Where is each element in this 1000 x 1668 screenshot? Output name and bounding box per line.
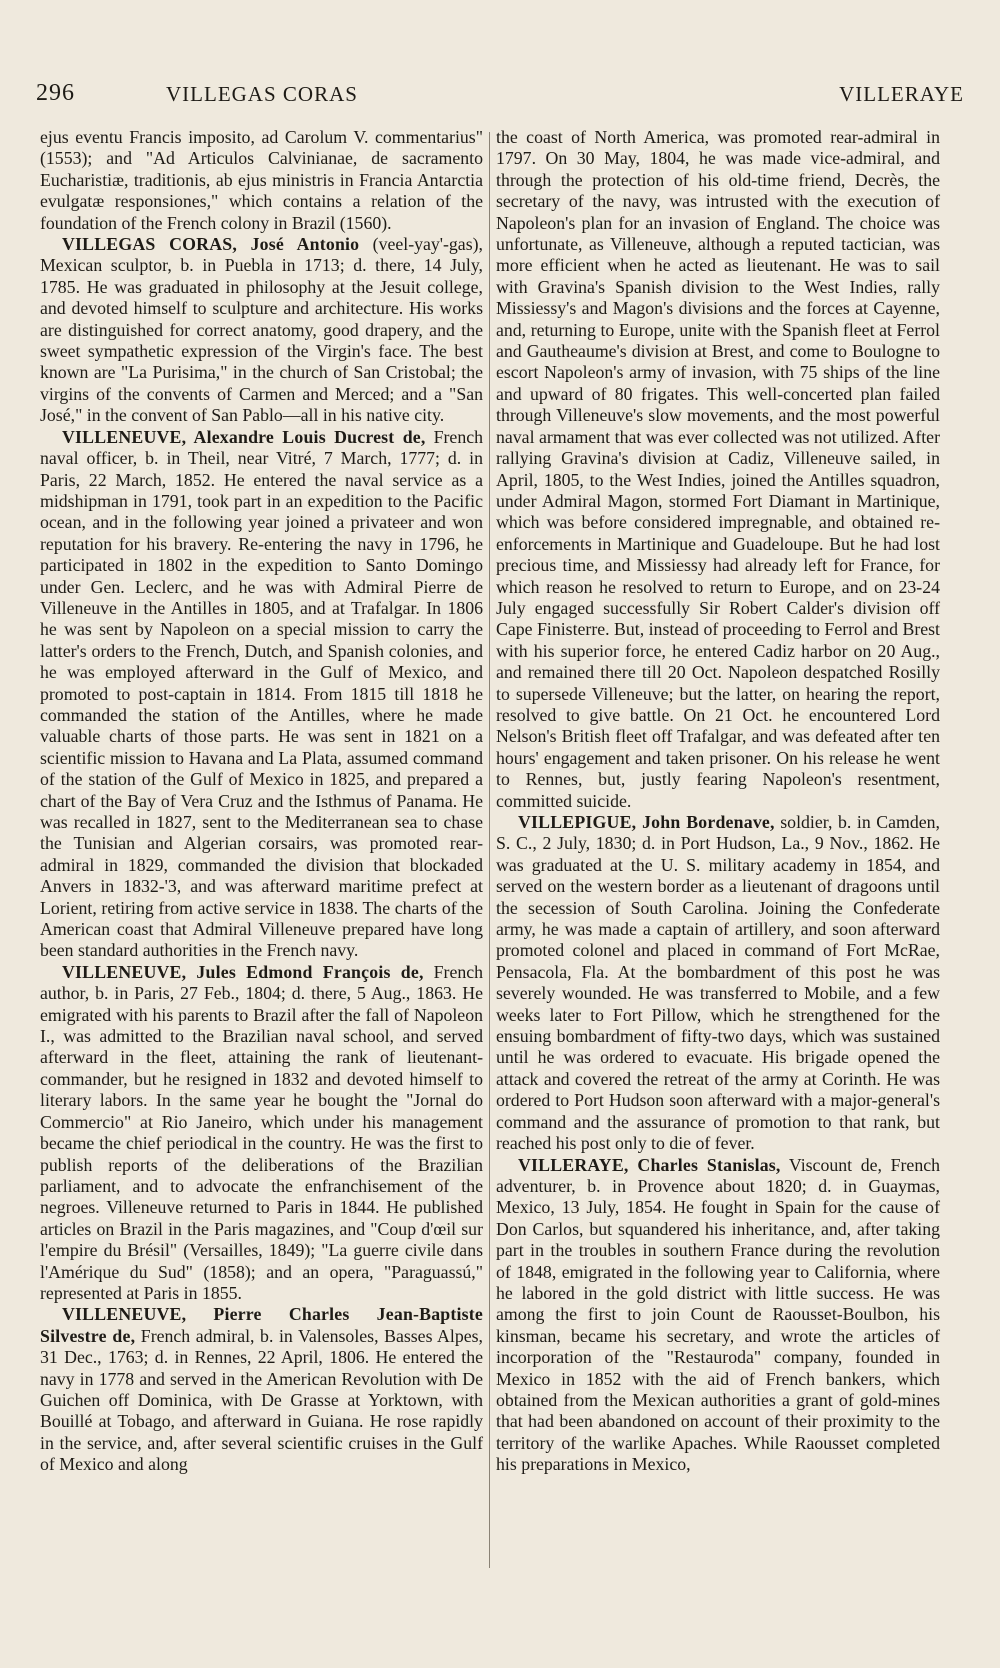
entry-headword: VILLEPIGUE, John Bordenave, [518, 812, 775, 832]
entry-headword: VILLERAYE, Charles Stanislas, [518, 1154, 781, 1175]
entry-headword: VILLEGAS CORAS, José Antonio [62, 234, 360, 255]
entry-headword: VILLENEUVE, Jules Edmond François de, [62, 961, 424, 982]
entry-villeneuve-pierre [40, 1304, 483, 1475]
entry-villeneuve-jules [40, 962, 483, 1305]
entry-text: (veel-yay'-gas), Mexican sculptor, b. in Puebla in 1713; d. there, 14 July, 1785. He was graduated in philosophy at the Jesuit college, and devoted himself to sculpture and architecture. His works are distinguished for correct anatomy, good drapery, and the sweet sympathetic expression of the Virgin's face. The best known are "La Purisima," in the church of San Cristobal; the virgins of the convents of Carmen and Merced; and a "San José," in the convent of San Pablo—all in his native city. [40, 234, 483, 426]
entry-text: French admiral, b. in Valensoles, Basses Alpes, 31 Dec., 1763; d. in Rennes, 22 April, 1806. He entered the navy in 1778 and served in the American Revolution with De Guichen off Dominica, with De Grasse at Yorktown, with Bouillé at Tobago, and afterward in Guiana. He rose rapidly in the service, and, after several scientific cruises in the Gulf of Mexico and along [40, 1325, 483, 1475]
right-column [496, 127, 940, 1476]
page-number: 296 [36, 80, 75, 106]
entry-text: French naval officer, b. in Theil, near Vitré, 7 March, 1777; d. in Paris, 22 March, 1852. He entered the naval service as a midshipman in 1791, took part in an expedition to the Pacific ocean, and in the following year joined a privateer and won reputation for his bravery. Re-entering the navy in 1796, he participated in 1802 in the expedition to Santo Domingo under Gen. Leclerc, and he was with Admiral Pierre de Villeneuve in the Antilles in 1805, and at Trafalgar. In 1806 he was sent by Napoleon on a special mission to carry the latter's orders to the French, Dutch, and Spanish colonies, and he was employed afterward in the Gulf of Mexico, and promoted to post-captain in 1814. From 1815 till 1818 he commanded the station of the Antilles, where he made valuable charts of those parts. He was sent in 1821 on a scientific mission to Havana and La Plata, assumed command of the station of the Gulf of Mexico in 1825, and prepared a chart of the Bay of Vera Cruz and the Isthmus of Panama. He was recalled in 1827, sent to the Mediterranean sea to chase the Tunisian and Algerian corsairs, was promoted rear-admiral in 1829, commanded the division that blockaded Anvers in 1832-'3, and was afterward maritime prefect at Lorient, retiring from active service in 1838. The charts of the American coast that Admiral Villeneuve prepared have long been standard authorities in the French navy. [40, 426, 483, 961]
entry-text: French author, b. in Paris, 27 Feb., 1804; d. there, 5 Aug., 1863. He emigrated with his parents to Brazil after the fall of Napoleon I., was admitted to the Brazilian naval school, and served afterward in the fleet, attaining the rank of lieutenant-commander, but he resigned in 1832 and devoted himself to literary labors. In the same year he bought the "Jornal do Commercio" at Rio Janeiro, which under his management became the chief periodical in the country. He was the first to publish reports of the deliberations of the Brazilian parliament, and to advocate the enfranchisement of the negroes. Villeneuve returned to Paris in 1844. He published articles on Brazil in the Paris magazines, and "Coup d'œil sur l'empire du Brésil" (Versailles, 1849); "La guerre civile dans l'Amérique du Sud" (1858); and an opera, "Paraguassú," represented at Paris in 1855. [40, 961, 484, 1303]
right-continuation-paragraph: the coast of North America, was promoted rear-admiral in 1797. On 30 May, 1804, he was made vice-admiral, and through the protection of his old-time friend, Decrès, the secretary of the navy, was intrusted with the execution of Napoleon's plan for an invasion of England. The choice was unfortunate, as Villeneuve, although a reputed tactician, was more efficient when he acted as lieutenant. He was to sail with Gravina's Spanish division to the West Indies, rally Missiessy's and Magon's divisions and the forces at Cayenne, and, returning to Europe, unite with the Spanish fleet at Ferrol and Gautheaume's division at Brest, and come to Boulogne to escort Napoleon's army of invasion, with 75 ships of the line and upward of 80 frigates. This well-concerted plan failed through Villeneuve's slow movements, and the most powerful naval armament that was ever collected was not utilized. After rallying Gravina's division at Cadiz, Villeneuve sailed, in April, 1805, to the West Indies, joined the Antilles squadron, under Admiral Magon, stormed Fort Diamant in Martinique, which was before considered impregnable, and obtained re-enforcements in Martinique and Guadeloupe. But he had lost precious time, and Missiessy had already left for France, for which reason he resolved to return to Europe, and on 23-24 July engaged successfully Sir Robert Calder's division off Cape Finisterre. But, instead of proceeding to Ferrol and Brest with his superior force, he entered Cadiz harbor on 20 Aug., and remained there till 20 Oct. Napoleon despatched Rosilly to supersede Villeneuve; but the latter, on hearing the report, resolved to give battle. On 21 Oct. he encountered Lord Nelson's British fleet off Trafalgar, and was defeated after ten hours' engagement and taken prisoner. On his release he went to Rennes, but, justly fearing Napoleon's resentment, committed suicide. [496, 127, 940, 811]
entry-headword: VILLENEUVE, Alexandre Louis Ducrest de, [62, 426, 426, 447]
entry-text: soldier, b. in Camden, S. C., 2 July, 1830; d. in Port Hudson, La., 9 Nov., 1862. He was graduated at the U. S. military academy in 1854, and served on the western border as a lieutenant of dragoons until the secession of South Carolina. Joining the Confederate army, he was made a captain of artillery, and soon afterward promoted colonel and placed in command of Fort McRae, Pensacola, Fla. At the bombardment of this post he was severely wounded. He was transferred to Mobile, and a few weeks later to Fort Pillow, which he strengthened for the ensuing bombardment of fifty-two days, which was sustained until he was ordered to evacuate. His brigade opened the attack and covered the retreat of the army at Corinth. He was ordered to Port Hudson soon afterward with a major-general's command and the assurance of promotion to that rank, but reached his post only to die of fever. [496, 812, 941, 1154]
entry-villegas-coras [40, 234, 483, 427]
entry-villeneuve-alexandre [40, 427, 483, 962]
left-column [40, 127, 483, 1476]
entry-villepigue [496, 812, 940, 1155]
column-divider [489, 132, 490, 1568]
left-continuation-paragraph: ejus eventu Francis imposito, ad Carolum V. commentarius" (1553); and "Ad Articulos Calvinianae, de sacramento Eucharistiæ, traditionis, ab ejus ministris in Francia Antarctia evulgatæ responsiones," which contains a relation of the foundation of the French colony in Brazil (1560). [40, 127, 483, 233]
left-running-head: VILLEGAS CORAS [166, 82, 358, 106]
entry-headword: VILLENEUVE, Pierre Charles Jean-Baptiste Silvestre de, [40, 1304, 483, 1346]
entry-villeraye [496, 1155, 940, 1476]
right-running-head: VILLERAYE [839, 82, 964, 106]
entry-text: Viscount de, French adventurer, b. in Provence about 1820; d. in Guaymas, Mexico, 13 July, 1854. He fought in Spain for the cause of Don Carlos, but squandered his inheritance, and, after taking part in the troubles in southern France during the revolution of 1848, emigrated in the following year to California, where he labored in the gold district with little success. He was among the first to join Count de Raousset-Boulbon, his kinsman, became his secretary, and wrote the articles of incorporation of the "Restauroda" company, founded in Mexico in 1852 with the aid of French bankers, which obtained from the Mexican authorities a grant of gold-mines that had been abandoned on account of their proximity to the territory of the warlike Apaches. While Raousset completed his preparations in Mexico, [496, 1154, 940, 1475]
running-head [36, 80, 964, 114]
